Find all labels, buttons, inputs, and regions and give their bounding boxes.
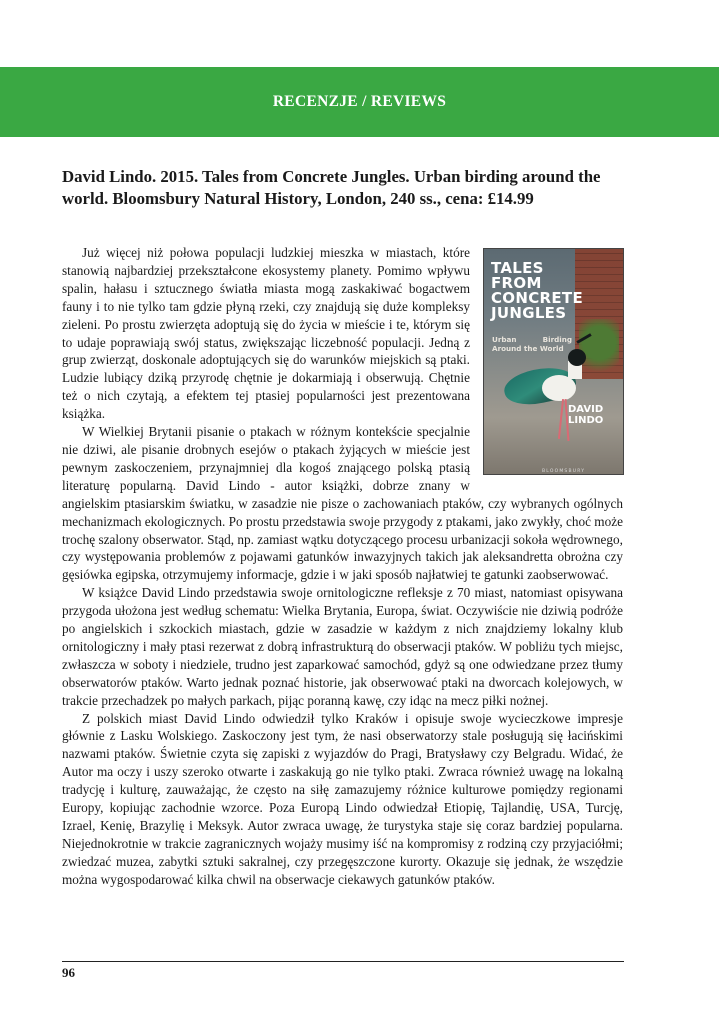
cover-publisher: BLOOMSBURY [542,469,586,474]
page-number: 96 [62,965,75,980]
bird-head [568,349,586,366]
book-cover-image [484,249,623,474]
cover-subtitle: Urban Birding Around the World [492,335,572,353]
footer-divider [62,961,624,962]
cover-title: TALES FROM CONCRETE JUNGLES [491,259,583,322]
paragraph: Już więcej niż połowa populacji ludzkiej mieszka w miastach, które stanowią najbardziej przekształcone ekosystemy planety. Pomimo wpływu spalin, hałasu i sztucznego światła miasta mogą zaskakiwać bogactwem fauny i to nie tylko tam gdzie płyną rzeki, czy znajdują się duże kompleksy zieleni. Po prostu zwierzęta adoptują się do życia w mieście i te, którym się to udaje poprawiają swój status, zwiększając liczebność populacji. Jedną z grup zwierząt, doskonale adoptujących się do warunków miejskich są ptaki. Ludzie lubiący dziką przyrodę chętnie je dokarmiają i obserwują. Chętnie też o nich czytają, a efektem tej ptasiej popularności jest prezentowana książka. [62,245,470,422]
bird-leg [558,399,564,439]
section-title: RECENZJE / REVIEWS [272,93,447,110]
cover-ivy [579,319,619,379]
review-body [62,244,623,889]
paragraph: W Wielkiej Brytanii pisanie o ptakach w różnym kontekście specjalnie nie dziwi, ale pisanie drobnych esejów o ptakach żyjących w mieście jest pewnym zaskoczeniem, przynajmniej dla kogoś znającego polską ptasią literaturę popularną. David Lindo - autor książki, dobrze znany w angielskim ptasiarskim światku, w zasadzie nie pisze o zachowaniach ptaków, czy wybranych ogólnych mechanizmach ekologicznych. Po prostu przedstawia swoje przygody z ptakami, jako zwykły, choć może trochę szalony obserwator. Stąd, np. zamiast wątku dotyczącego procesu urbanizacji sokoła wędrownego, czy występowania problemów z pojawami gatunków inwazyjnych takich jak aleksandretta obrożna czy gęsiówka egipska, otrzymujemy informacje, gdzie i w jaki sposób najłatwiej te gatunki zaobserwować. [62,424,623,583]
paragraph: Z polskich miast David Lindo odwiedził tylko Kraków i opisuje swoje wycieczkowe impresje głównie z Lasku Wolskiego. Zaskoczony jest tym, że nasi obserwatorzy stale posługują się łacińskimi nazwami ptaków. Świetnie czyta się zapiski z wyjazdów do Pragi, Bratysławy czy Belgradu. Widać, że Autor ma oczy i uszy szeroko otwarte i zaskakują go nie tylko ptaki. Zwraca również uwagę na lokalną tradycję i kulturę, zauważając, że często na siłę zamazujemy różnice kulturowe pomiędzy regionami Europy, kopiując zachodnie wzorce. Poza Europą Lindo odwiedzał Etiopię, Tajlandię, USA, Turcję, Izrael, Kenię, Brazylię i Meksyk. Autor zwraca uwagę, że turystyka staje się coraz bardziej popularna. Niejednokrotnie w trakcie zagranicznych wojaży musimy iść na kompromisy z rodziną czy przyjaciółmi; zwiedzać muzea, zabytki sztuki sakralnej, czy przegęszczone kurorty. Okazuje się jednak, że wszędzie można wygospodarować kilka chwil na obserwacje ciekawych gatunków ptaków. [62,710,623,887]
paragraph: W książce David Lindo przedstawia swoje ornitologiczne refleksje z 70 miast, natomiast opisywana przygoda ułożona jest według schematu: Wielka Brytania, Europa, świat. Oczywiście nie dziwią podróże po angielskich i szkockich miastach, gdzie w zasadzie w każdym z nich znajdziemy lokalny klub ornitologiczny i mały ptasi rezerwat z dobrą infrastrukturą do obserwacji ptaków. W pobliżu tych miejsc, zwłaszcza w soboty i niedziele, trudno jest zaparkować samochód, gdyż są one odwiedzane przez tłumy obserwatorów ptaków. Warto jednak poznać historie, jak obserwować ptaki na dworcach kolejowych, w trakcie przechadzek po małych parkach, pijąc poranną kawę, czy idąc na mecz piłki nożnej. [62,585,623,708]
cover-author: DAVID LINDO [568,404,604,426]
review-citation: David Lindo. 2015. Tales from Concrete Jungles. Urban birding around the world. Bloomsbury Natural History, London, 240 ss., cena: £14.99 [62,167,601,208]
section-banner [0,67,719,137]
